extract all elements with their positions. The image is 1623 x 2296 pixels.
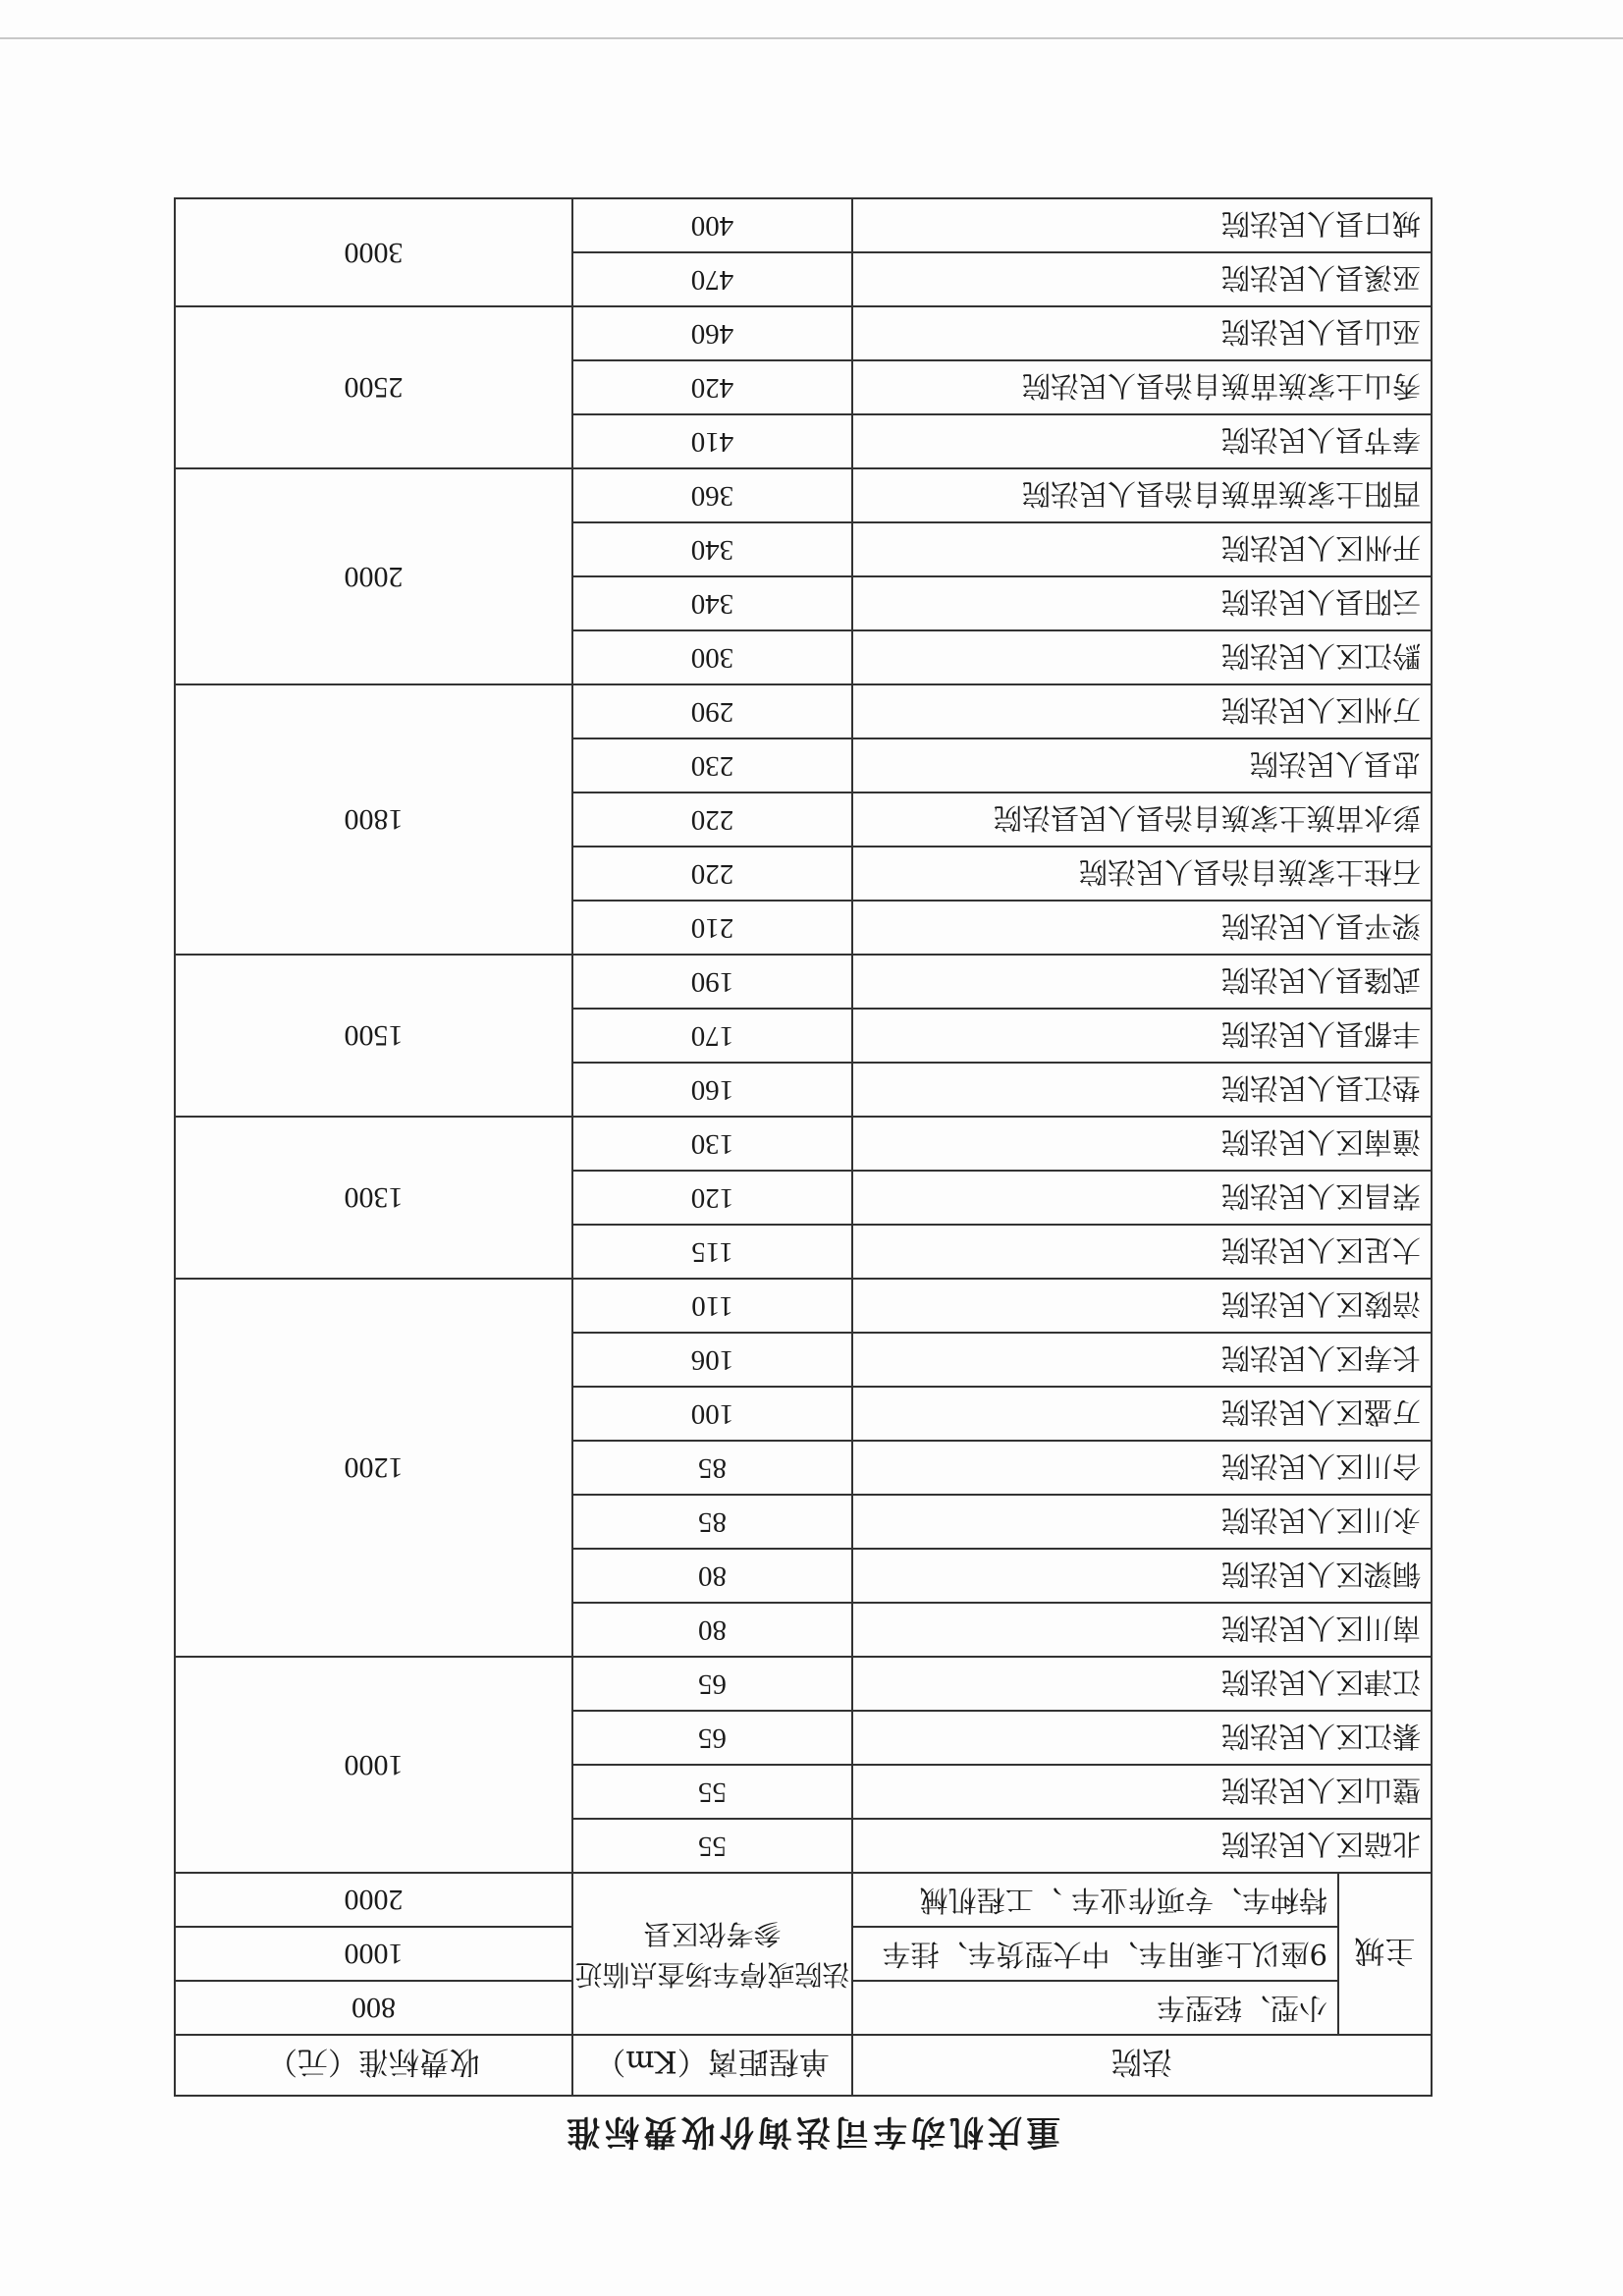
distance-value: 190	[572, 955, 852, 1009]
distance-value: 80	[572, 1549, 852, 1603]
court-name: 云阳县人民法院	[852, 576, 1432, 630]
court-name: 垫江县人民法院	[852, 1063, 1432, 1117]
main-city-note: 法院或停车场查点临近参考依区县	[572, 1873, 852, 2035]
table-row	[175, 414, 1432, 468]
court-name: 涪陵区人民法院	[852, 1279, 1432, 1333]
fee-value: 2000	[175, 1873, 572, 1927]
distance-value: 85	[572, 1495, 852, 1549]
court-name: 巫山县人民法院	[852, 306, 1432, 360]
distance-value: 230	[572, 738, 852, 793]
court-name: 酉阳土家族苗族自治县人民法院	[852, 468, 1432, 522]
court-name: 璧山区人民法院	[852, 1765, 1432, 1819]
court-name: 石柱土家族自治县人民法院	[852, 847, 1432, 901]
distance-value: 300	[572, 630, 852, 684]
group-fee: 2000	[175, 468, 572, 684]
court-name: 綦江区人民法院	[852, 1711, 1432, 1765]
distance-value: 120	[572, 1171, 852, 1225]
header-court: 法院	[852, 2035, 1432, 2096]
court-name: 彭水苗族土家族自治县人民县法院	[852, 793, 1432, 847]
distance-value: 85	[572, 1441, 852, 1495]
court-name: 武隆县人民法院	[852, 955, 1432, 1009]
court-name: 梁平县人民法院	[852, 901, 1432, 955]
table-row	[175, 1819, 1432, 1873]
group-fee: 1200	[175, 1279, 572, 1657]
fee-table	[174, 197, 1433, 2097]
court-name: 合川区人民法院	[852, 1441, 1432, 1495]
court-name: 丰都县人民法院	[852, 1009, 1432, 1063]
table-body	[175, 198, 1432, 2035]
court-name: 秀山土家族苗族自治县人民法院	[852, 360, 1432, 414]
fee-value: 800	[175, 1981, 572, 2035]
court-name: 北碚区人民法院	[852, 1819, 1432, 1873]
table-row	[175, 630, 1432, 684]
vehicle-category: 小型、轻型车	[852, 1981, 1338, 2035]
distance-value: 170	[572, 1009, 852, 1063]
header-fee: 收费标准（元）	[175, 2035, 572, 2096]
distance-value: 100	[572, 1387, 852, 1441]
group-fee: 2500	[175, 306, 572, 468]
distance-value: 160	[572, 1063, 852, 1117]
court-name: 铜梁区人民法院	[852, 1549, 1432, 1603]
distance-value: 55	[572, 1819, 852, 1873]
distance-value: 106	[572, 1333, 852, 1387]
group-fee: 1500	[175, 955, 572, 1117]
distance-value: 400	[572, 198, 852, 252]
table-row	[175, 1981, 1432, 2035]
court-name: 江津区人民法院	[852, 1657, 1432, 1711]
distance-value: 360	[572, 468, 852, 522]
court-name: 城口县人民法院	[852, 198, 1432, 252]
court-name: 巫溪县人民法院	[852, 252, 1432, 306]
distance-value: 55	[572, 1765, 852, 1819]
scan-edge-line	[0, 37, 1623, 39]
table-row	[175, 901, 1432, 955]
court-name: 万盛区人民法院	[852, 1387, 1432, 1441]
distance-value: 220	[572, 793, 852, 847]
distance-value: 210	[572, 901, 852, 955]
group-fee: 1800	[175, 684, 572, 955]
court-name: 万州区人民法院	[852, 684, 1432, 738]
distance-value: 460	[572, 306, 852, 360]
court-name: 潼南区人民法院	[852, 1117, 1432, 1171]
court-name: 长寿区人民法院	[852, 1333, 1432, 1387]
distance-value: 290	[572, 684, 852, 738]
group-fee: 1300	[175, 1117, 572, 1279]
distance-value: 340	[572, 522, 852, 576]
distance-value: 340	[572, 576, 852, 630]
group-fee: 1000	[175, 1657, 572, 1873]
distance-value: 420	[572, 360, 852, 414]
table-row	[175, 252, 1432, 306]
distance-value: 65	[572, 1657, 852, 1711]
distance-value: 130	[572, 1117, 852, 1171]
distance-value: 115	[572, 1225, 852, 1279]
court-name: 荣昌区人民法院	[852, 1171, 1432, 1225]
court-name: 忠县人民法院	[852, 738, 1432, 793]
distance-value: 470	[572, 252, 852, 306]
court-name: 南川区人民法院	[852, 1603, 1432, 1657]
table-row	[175, 1063, 1432, 1117]
vehicle-category: 9座以上乘用车、中大型货车、挂车	[852, 1927, 1338, 1981]
distance-value: 410	[572, 414, 852, 468]
table-header-row	[175, 2035, 1432, 2096]
distance-value: 80	[572, 1603, 852, 1657]
group-fee: 3000	[175, 198, 572, 306]
document-title: 重庆机动车司法询价收费标准	[563, 2111, 1061, 2152]
table-row	[175, 1225, 1432, 1279]
vehicle-category: 特种车、专项作业车 、工程机械	[852, 1873, 1338, 1927]
court-name: 黔江区人民法院	[852, 630, 1432, 684]
court-name: 永川区人民法院	[852, 1495, 1432, 1549]
main-city-label: 主城	[1338, 1873, 1432, 2035]
table-row	[175, 1603, 1432, 1657]
distance-value: 110	[572, 1279, 852, 1333]
fee-value: 1000	[175, 1927, 572, 1981]
court-name: 开州区人民法院	[852, 522, 1432, 576]
distance-value: 65	[572, 1711, 852, 1765]
distance-value: 220	[572, 847, 852, 901]
court-name: 奉节县人民法院	[852, 414, 1432, 468]
court-name: 大足区人民法院	[852, 1225, 1432, 1279]
header-distance: 单程距离（Km）	[572, 2035, 852, 2096]
